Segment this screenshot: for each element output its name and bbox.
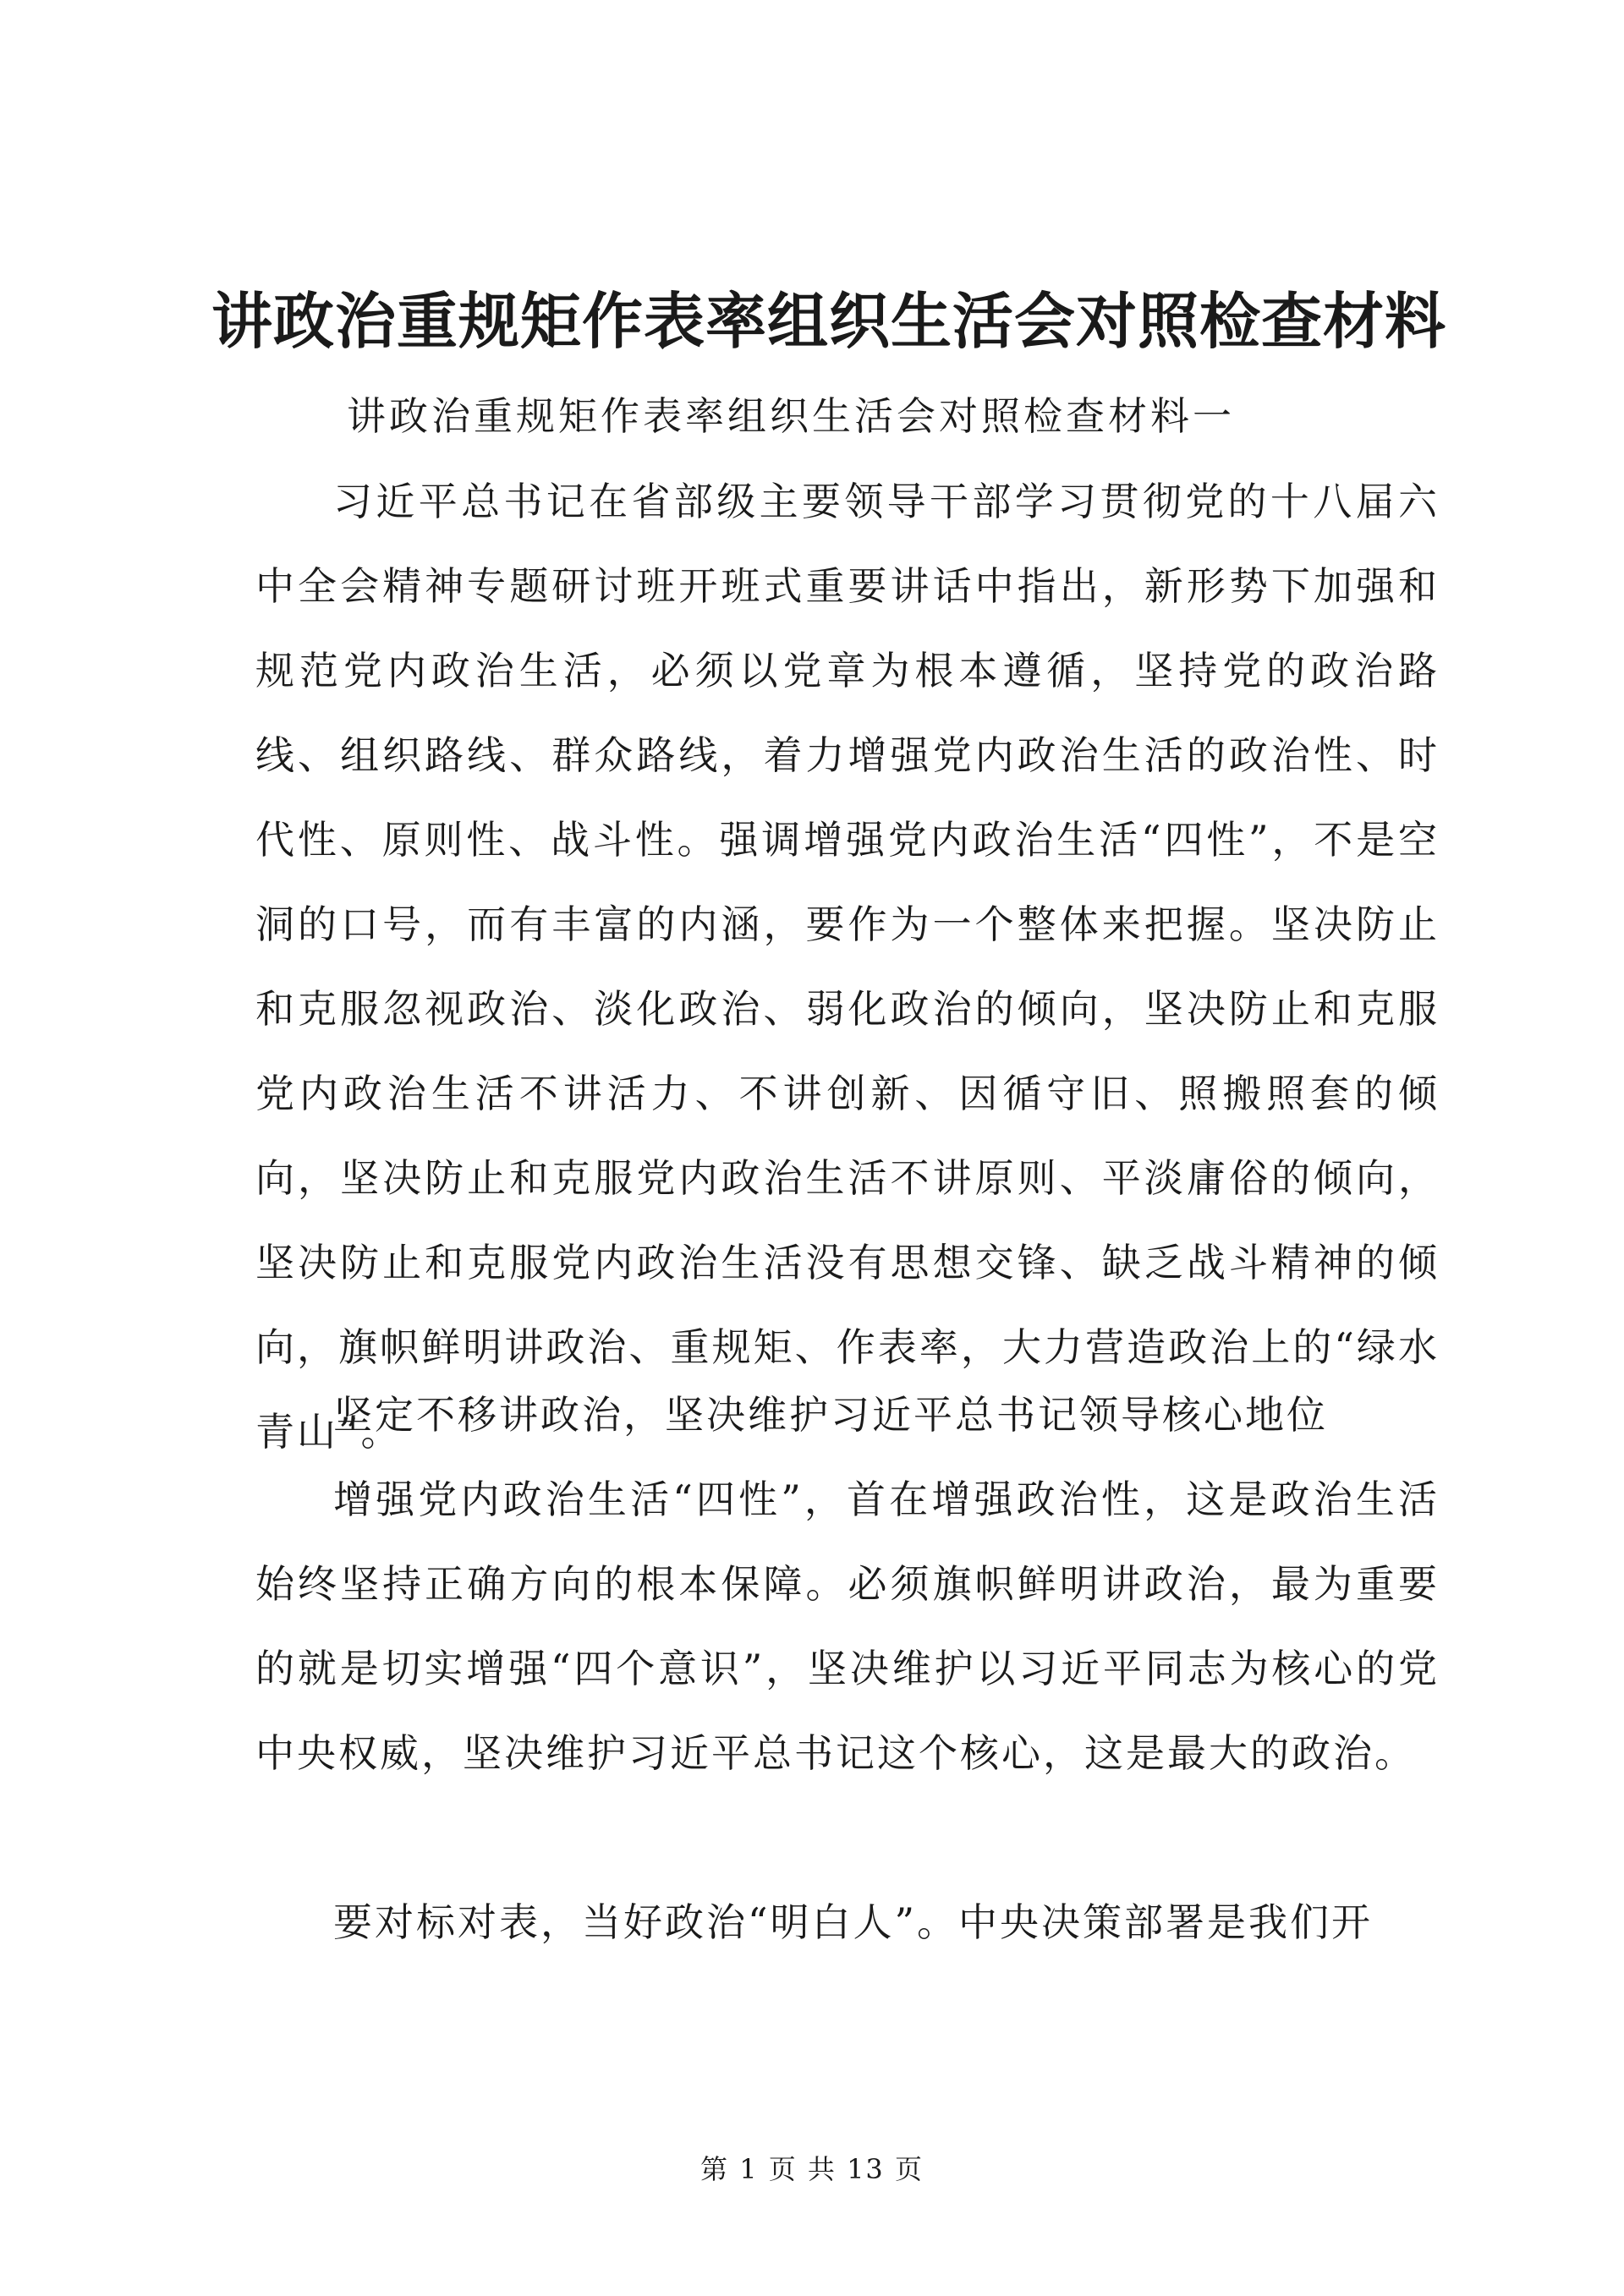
page-number: 第 1 页 共 13 页 <box>700 2153 924 2185</box>
document-title: 讲政治重规矩作表率组织生活会对照检查材料 <box>211 285 1447 357</box>
body-paragraph: 增强党内政治生活“四性”，首在增强政治性，这是政治生活始终坚持正确方向的根本保障。必须旗帜鲜明讲政治，最为重要的就是切实增强“四个意识”，坚决维护以习近平同志为核心的党中央权威，坚决维护习近平总书记这个核心，这是最大的政治。 <box>255 1477 1440 1776</box>
body-paragraph: 习近平总书记在省部级主要领导干部学习贯彻党的十八届六中全会精神专题研讨班开班式重要讲话中指出，新形势下加强和规范党内政治生活，必须以党章为根本遵循，坚持党的政治路线、组织路线、群众路线，着力增强党内政治生活的政治性、时代性、原则性、战斗性。强调增强党内政治生活“四性”，不是空洞的口号，而有丰富的内涵，要作为一个整体来把握。坚决防止和克服忽视政治、淡化政治、弱化政治的倾向，坚决防止和克服党内政治生活不讲活力、不讲创新、因循守旧、照搬照套的倾向，坚决防止和克服党内政治生活不讲原则、平淡庸俗的倾向，坚决防止和克服党内政治生活没有思想交锋、缺乏战斗精神的倾向，旗帜鲜明讲政治、重规矩、作表率，大力营造政治上的“绿水青山”。 <box>255 479 1440 1455</box>
document-subtitle: 讲政治重规矩作表率组织生活会对照检查材料一 <box>347 393 1235 439</box>
page-footer <box>0 2152 1624 2186</box>
body-paragraph: 要对标对表，当好政治“明白人”。中央决策部署是我们开 <box>333 1899 1374 1945</box>
section-heading: 坚定不移讲政治，坚决维护习近平总书记领导核心地位 <box>333 1392 1328 1438</box>
